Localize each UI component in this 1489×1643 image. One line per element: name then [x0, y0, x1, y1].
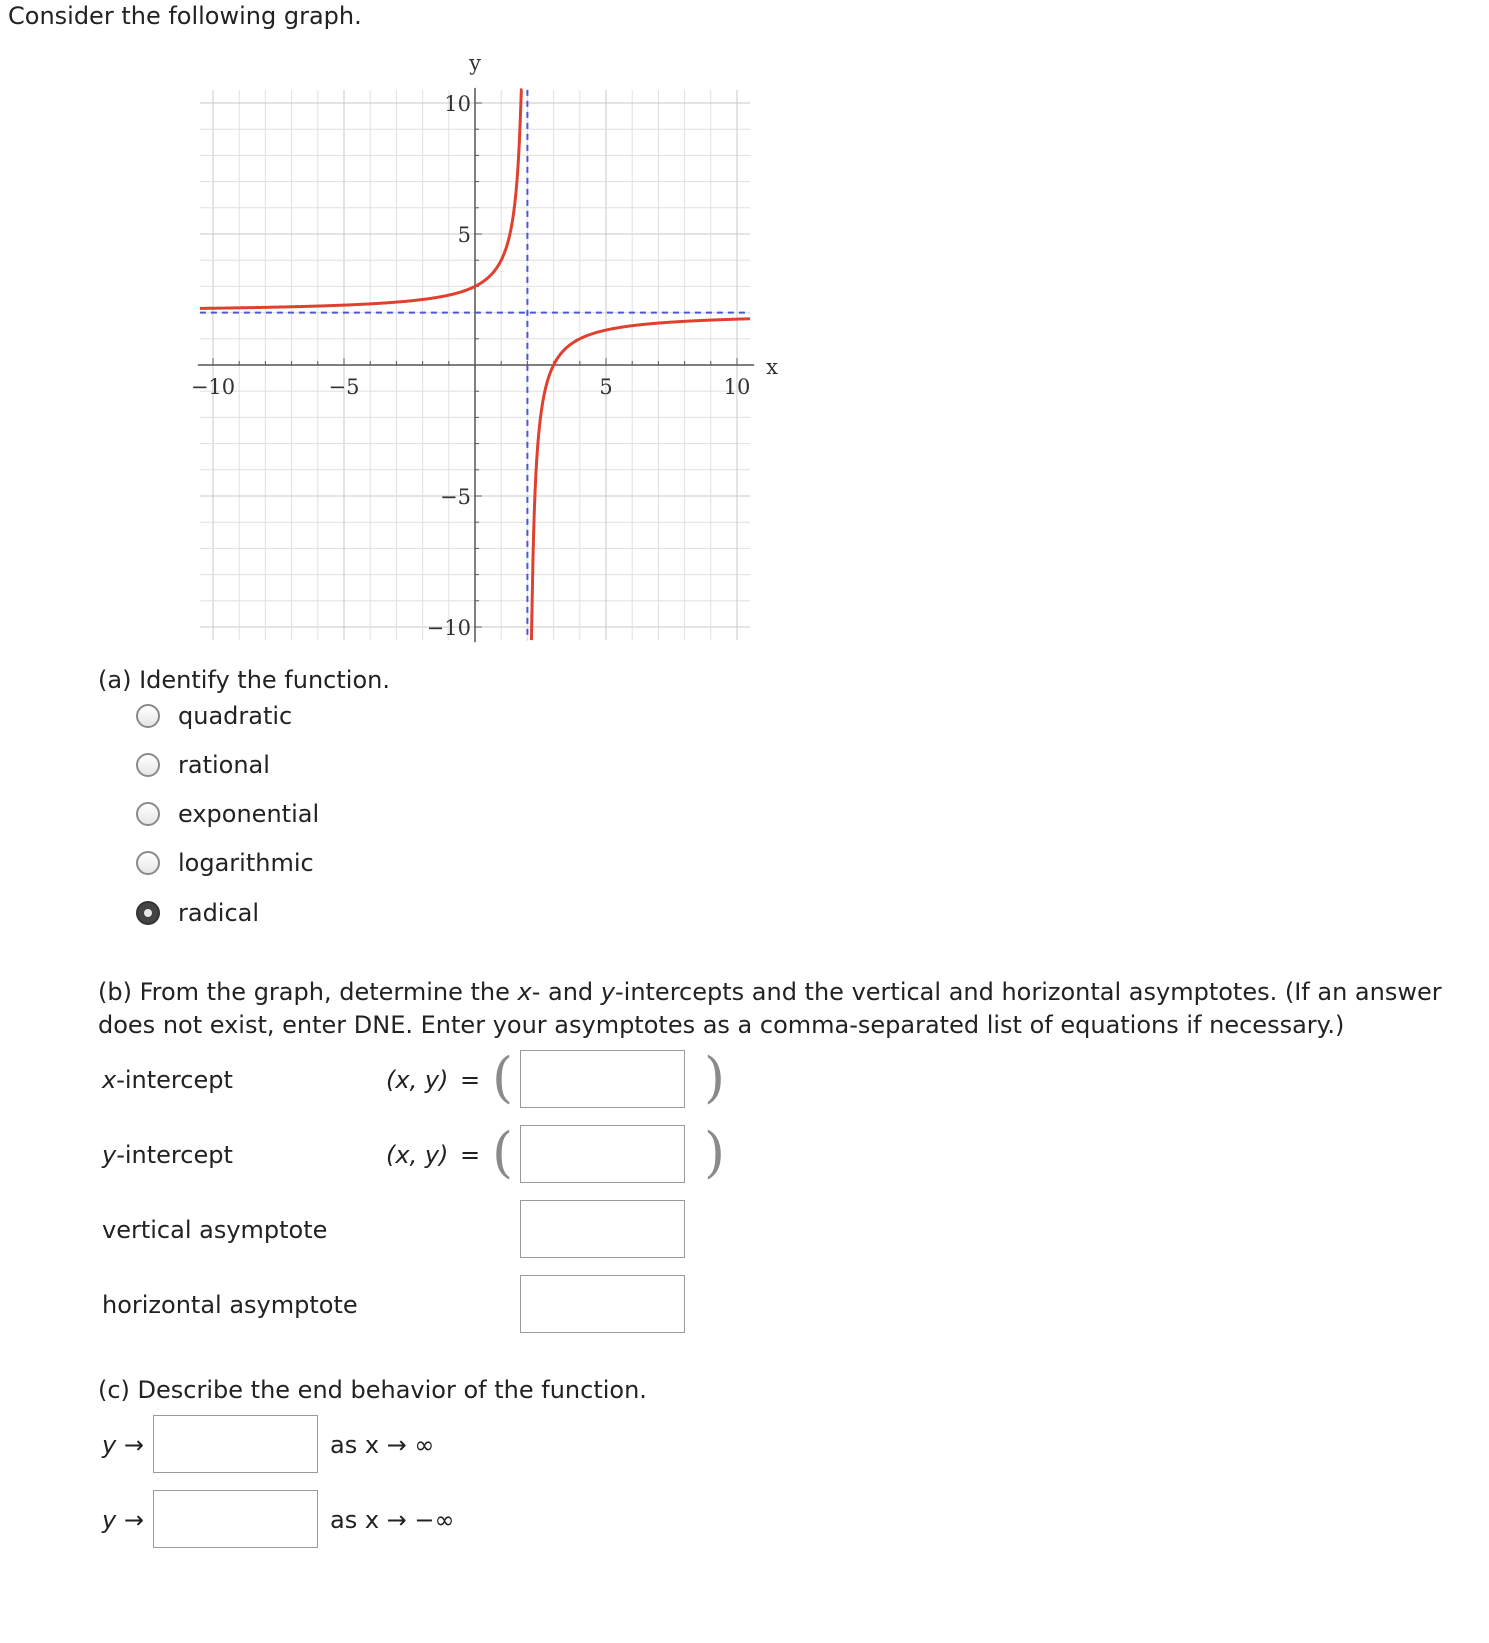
x-coord-label: (x, y): [386, 1066, 449, 1094]
x-tick-label: 5: [599, 375, 613, 399]
label-text: -intercept: [116, 1066, 233, 1094]
end-behavior-pos-inf-input[interactable]: [153, 1415, 318, 1473]
horizontal-asymptote-input[interactable]: [520, 1275, 685, 1333]
var-y: y: [102, 1141, 117, 1169]
radio-logarithmic[interactable]: [136, 851, 160, 875]
y-tick-label: −10: [426, 616, 471, 640]
close-paren: ): [704, 1046, 726, 1109]
prompt-x-var: x: [517, 978, 532, 1006]
curve-right-branch: [531, 319, 750, 640]
y-intercept-label: [102, 1141, 233, 1169]
horizontal-asymptote-label: horizontal asymptote: [102, 1291, 358, 1319]
prompt-part: - and: [531, 978, 601, 1006]
end-behavior-neg-inf-input[interactable]: [153, 1490, 318, 1548]
y-tick-label: 10: [444, 92, 471, 116]
y-tick-label: 5: [457, 223, 471, 247]
part-b-prompt-line2: does not exist, enter DNE. Enter your asymptotes as a comma-separated list of equations if necessary.): [98, 1011, 1345, 1039]
y-arrow-label: y →: [102, 1431, 144, 1459]
part-a-prompt: (a) Identify the function.: [98, 666, 390, 694]
x-axis-label: x: [766, 355, 779, 379]
radio-quadratic[interactable]: [136, 704, 160, 728]
option-logarithmic[interactable]: [136, 846, 314, 880]
x-intercept-label: [102, 1066, 233, 1094]
x-intercept-input[interactable]: [520, 1050, 685, 1108]
option-label: logarithmic: [178, 849, 314, 877]
option-radical[interactable]: [136, 896, 259, 930]
intro-text: Consider the following graph.: [8, 2, 362, 30]
prompt-part: -intercepts and the vertical and horizontal asymptotes. (If an answer: [614, 978, 1442, 1006]
option-label: quadratic: [178, 702, 293, 730]
option-rational[interactable]: [136, 748, 270, 782]
equals-sign: =: [460, 1066, 481, 1094]
x-tick-label: 10: [723, 375, 751, 399]
vertical-asymptote-input[interactable]: [520, 1200, 685, 1258]
radio-exponential[interactable]: [136, 802, 160, 826]
close-paren: ): [704, 1121, 726, 1184]
y-axis-label: y: [469, 50, 481, 75]
var-x: x: [102, 1066, 117, 1094]
axes: [198, 88, 754, 642]
option-label: radical: [178, 899, 260, 927]
radio-rational[interactable]: [136, 753, 160, 777]
y-intercept-input[interactable]: [520, 1125, 685, 1183]
as-x-to-inf-label: as x → ∞: [330, 1431, 435, 1459]
prompt-y-var: y: [600, 978, 615, 1006]
y-coord-label: (x, y): [386, 1141, 449, 1169]
radio-radical[interactable]: [136, 901, 160, 925]
y-arrow-label: y →: [102, 1506, 144, 1534]
option-exponential[interactable]: [136, 797, 319, 831]
x-tick-label: −10: [190, 375, 236, 399]
as-x-to-neg-inf-label: as x → −∞: [330, 1506, 455, 1534]
part-b-prompt: [98, 978, 1442, 1006]
prompt-part: (b) From the graph, determine the: [98, 978, 518, 1006]
open-paren: (: [492, 1121, 514, 1184]
part-c-prompt: (c) Describe the end behavior of the function.: [98, 1376, 647, 1404]
label-text: -intercept: [116, 1141, 233, 1169]
option-label: rational: [178, 751, 270, 779]
tick-labels: [191, 51, 778, 640]
open-paren: (: [492, 1046, 514, 1109]
y-tick-label: −5: [440, 485, 471, 509]
graph: [180, 50, 800, 660]
curve-left-branch: [200, 90, 523, 309]
equals-sign: =: [460, 1141, 481, 1169]
option-label: exponential: [178, 800, 320, 828]
vertical-asymptote-label: vertical asymptote: [102, 1216, 328, 1244]
x-tick-label: −5: [328, 375, 360, 399]
option-quadratic[interactable]: [136, 699, 292, 733]
